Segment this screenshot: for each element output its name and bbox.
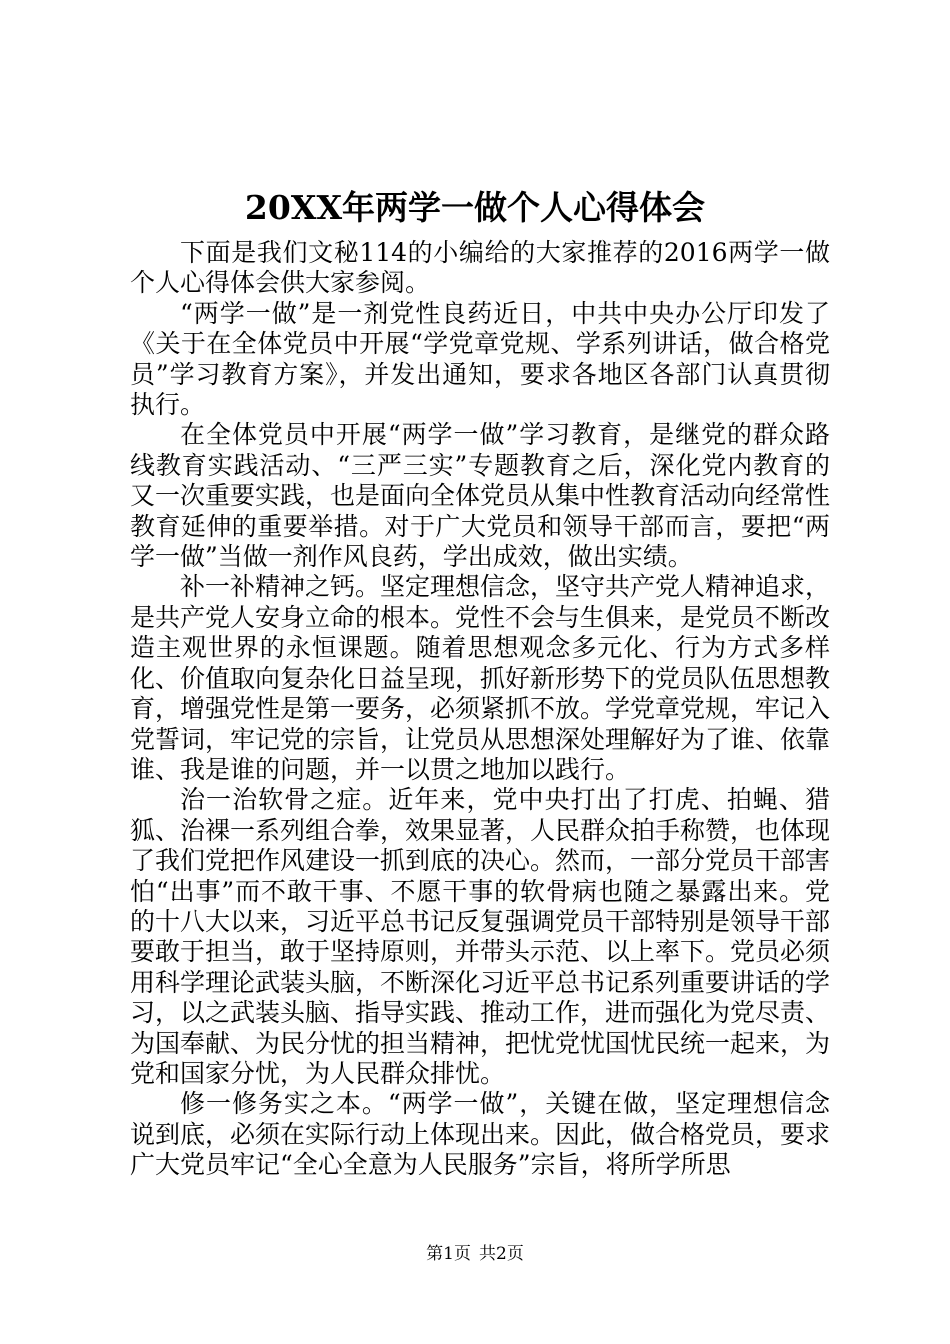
paragraph: 修一修务实之本。“两学一做”，关键在做，坚定理想信念说到底，必须在实际行动上体现出来。因此，做合格党员，要求广大党员牢记“全心全意为人民服务”宗旨，将所学所思 (130, 1089, 831, 1180)
page-footer (0, 1242, 950, 1266)
page-total: 共2页 (479, 1244, 524, 1264)
document-body (130, 238, 830, 1181)
paragraph: 下面是我们文秘114的小编给的大家推荐的2016两学一做个人心得体会供大家参阅。 (130, 238, 830, 298)
paragraph: “两学一做”是一剂党性良药近日，中共中央办公厅印发了《关于在全体党员中开展“学党章党规、学系列讲话，做合格党员”学习教育方案》，并发出通知，要求各地区各部门认真贯彻执行。 (130, 298, 830, 420)
paragraph: 治一治软骨之症。近年来，党中央打出了打虎、拍蝇、猎狐、治裸一系列组合拳，效果显著，人民群众拍手称赞，也体现了我们党把作风建设一抓到底的决心。然而，一部分党员干部害怕“出事”而不敢干事、不愿干事的软骨病也随之暴露出来。党的十八大以来，习近平总书记反复强调党员干部特别是领导干部要敢于担当，敢于坚持原则，并带头示范、以上率下。党员必须用科学理论武装头脑，不断深化习近平总书记系列重要讲话的学习，以之武装头脑、指导实践、推动工作，进而强化为党尽责、为国奉献、为民分忧的担当精神，把忧党忧国忧民统一起来，为党和国家分忧，为人民群众排忧。 (130, 785, 831, 1088)
paragraph: 补一补精神之钙。坚定理想信念，坚守共产党人精神追求，是共产党人安身立命的根本。党性不会与生俱来，是党员不断改造主观世界的永恒课题。随着思想观念多元化、行为方式多样化、价值取向复杂化日益呈现，抓好新形势下的党员队伍思想教育，增强党性是第一要务，必须紧抓不放。学党章党规，牢记入党誓词，牢记党的宗旨，让党员从思想深处理解好为了谁、依靠谁、我是谁的问题，并一以贯之地加以践行。 (130, 572, 831, 784)
paragraph: 在全体党员中开展“两学一做”学习教育，是继党的群众路线教育实践活动、“三严三实”专题教育之后，深化党内教育的又一次重要实践，也是面向全体党员从集中性教育活动向经常性教育延伸的重要举措。对于广大党员和领导干部而言，要把“两学一做”当做一剂作风良药，学出成效，做出实绩。 (130, 420, 831, 572)
page-number: 第1页 (426, 1244, 471, 1264)
document-title: 20XX年两学一做个人心得体会 (244, 188, 706, 227)
